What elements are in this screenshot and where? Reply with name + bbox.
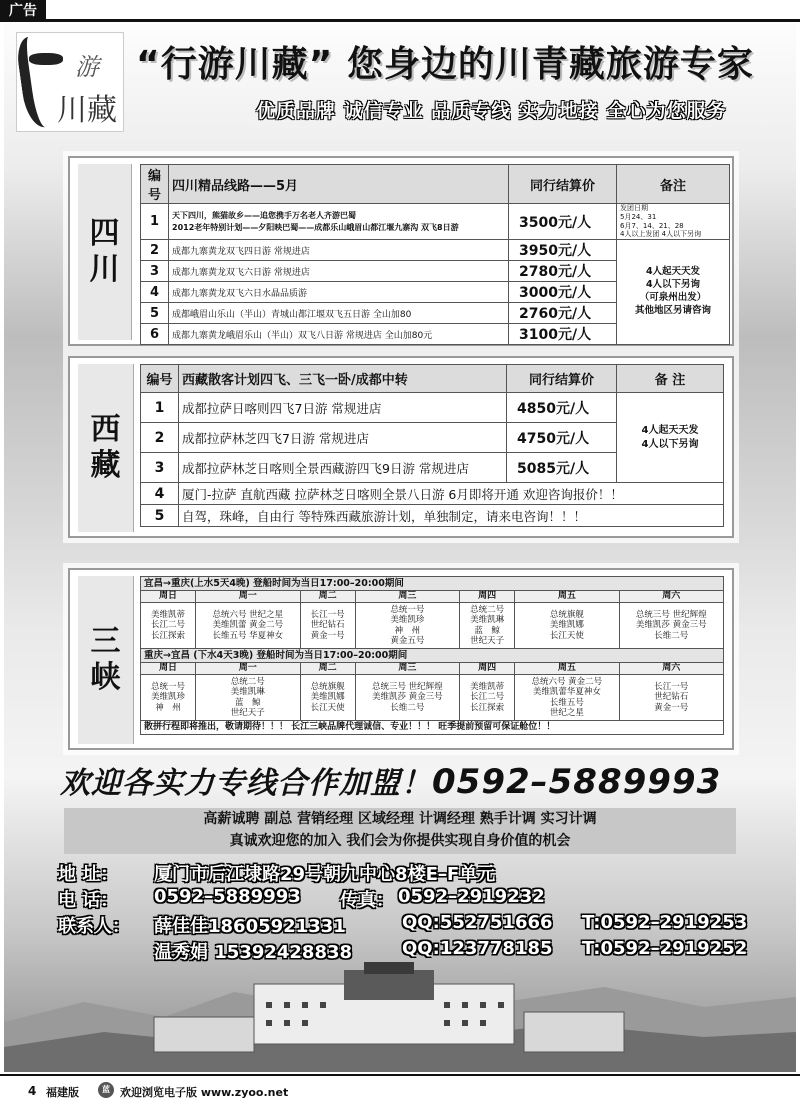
website-link[interactable]: 欢迎浏览电子版 www.zyoo.net: [120, 1086, 289, 1099]
ship-cell: [355, 675, 459, 721]
row-no: 6: [141, 324, 169, 345]
day-header: 周四: [460, 591, 515, 603]
ship-name: 总统六号 黄金二号: [531, 677, 603, 688]
table-row: [141, 505, 724, 527]
ship-name: 黄金一号: [654, 702, 689, 713]
row-route: 成都拉萨林芝四飞7日游 常规进店: [179, 423, 507, 453]
ship-name: 美维凯珍: [390, 615, 425, 626]
day-header: 周一: [196, 663, 300, 675]
tibet-table: [140, 364, 724, 527]
ship-name: 总统三号 世纪辉煌: [635, 610, 707, 621]
ship-name: 美维凯蕾华夏神女: [532, 687, 601, 698]
ship-name: 美维凯娜: [310, 692, 345, 703]
ship-cell: [619, 603, 723, 649]
poster: [4, 22, 796, 1072]
day-header: 周日: [141, 591, 196, 603]
route-upstream: 宜昌→重庆(上水5天4晚) 登船时间为当日17:00–20:00期间: [141, 577, 724, 591]
ship-cell: [619, 675, 723, 721]
ship-name: 美维凯娜: [549, 620, 584, 631]
page-number: 4: [28, 1084, 37, 1098]
ship-cell: [515, 675, 619, 721]
recruit-line-1: 高薪诚聘 副总 营销经理 区域经理 计调经理 熟手计调 实习计调: [203, 811, 597, 827]
ship-name: 美维凯蒂: [151, 610, 186, 621]
ship-cell: [355, 603, 459, 649]
row-no: 1: [141, 204, 169, 240]
header-no: 编号: [141, 365, 179, 393]
row-price: 3500元/人: [509, 204, 617, 240]
welcome-text: 欢迎各实力专线合作加盟！: [60, 766, 432, 801]
row-no: 2: [141, 423, 179, 453]
row-route: 成都峨眉山乐山（半山）青城山都江堰双飞五日游 全山加80: [169, 303, 509, 324]
brand-logo: [16, 32, 124, 132]
note-line: 6月7、14、21、28: [620, 221, 684, 230]
headline: “行游川藏” 您身边的川青藏旅游专家: [136, 44, 754, 85]
region-char: 峡: [90, 660, 121, 695]
potala-palace-illustration: [4, 962, 796, 1072]
ship-name: 黄金一号: [310, 630, 345, 641]
note-rest: [617, 240, 730, 345]
ship-cell: [515, 603, 619, 649]
region-char: 四: [89, 216, 120, 251]
row-no: 3: [141, 261, 169, 282]
row-route: 成都九寨黄龙峨眉乐山（半山）双飞八日游 常规进店 全山加80元: [169, 324, 509, 345]
slogan: 优质品牌 诚信专业 品质专线 实力地接 全心为您服务: [256, 100, 727, 122]
recruit-line-2: 真诚欢迎您的加入 我们会为你提供实现自身价值的机会: [229, 833, 571, 849]
ad-tag: 广告: [0, 0, 46, 22]
welcome-phone: 0592–5889993: [432, 762, 722, 802]
ship-name: 世纪之星: [549, 707, 584, 718]
brush-stroke-2: [29, 53, 63, 65]
ship-name: 长江探索: [151, 630, 186, 641]
note-line: 5月24、31: [620, 212, 657, 221]
day-header: 周五: [515, 663, 619, 675]
table-row: [141, 240, 730, 261]
ship-name: 美维凯琳: [470, 615, 505, 626]
table-row: [141, 483, 724, 505]
region-char: 藏: [90, 448, 121, 483]
row-no: 5: [141, 505, 179, 527]
day-header-row: [141, 663, 724, 675]
person-label: 联系人：: [58, 916, 130, 937]
person-2-tel: T:0592–2919252: [582, 938, 748, 959]
day-header: 周六: [619, 591, 723, 603]
route-downstream: 重庆→宜昌 (下水4天3晚) 登船时间为当日17:00–20:00期间: [141, 649, 724, 663]
sichuan-region-label: [78, 164, 132, 340]
address-label: 地 址：: [58, 864, 119, 885]
edition-label: 福建版: [46, 1086, 79, 1099]
day-header: 周一: [196, 591, 300, 603]
row-price: 3950元/人: [509, 240, 617, 261]
ship-name: 蓝 鲸: [474, 625, 500, 636]
note-line: 4人以上发团 4人以下另询: [620, 230, 702, 239]
tibet-note: [617, 393, 724, 483]
row-price: 3000元/人: [509, 282, 617, 303]
ship-name: 美维凯莎 黄金三号: [371, 692, 443, 703]
row-route: 成都九寨黄龙双飞六日游 常规进店: [169, 261, 509, 282]
ship-name: 神 州: [155, 702, 181, 713]
schedule-row-down: [141, 675, 724, 721]
ship-name: 总统旗舰: [310, 682, 345, 693]
row-route: 成都九寨黄龙双飞四日游 常规进店: [169, 240, 509, 261]
ship-name: 美维凯莎 黄金三号: [635, 620, 707, 631]
sichuan-table: [140, 164, 730, 345]
address-value: 厦门市后江埭路29号朝九中心8楼E–F单元: [154, 864, 496, 885]
ship-name: 长江一号: [654, 682, 689, 693]
ship-name: 黄金五号: [390, 635, 425, 646]
header-no: 编号: [141, 165, 169, 204]
logo-char-you: 游: [75, 53, 99, 81]
day-header: 周日: [141, 663, 196, 675]
ship-name: 长江探索: [470, 702, 505, 713]
note-line: 4人以下另询: [645, 279, 701, 291]
row-price: 3100元/人: [509, 324, 617, 345]
ship-cell: [141, 603, 196, 649]
ship-name: 长维二号: [654, 630, 689, 641]
ship-name: 世纪天子: [230, 707, 265, 718]
table-row: [141, 393, 724, 423]
ship-cell: [196, 675, 300, 721]
ship-name: 长江二号: [151, 620, 186, 631]
header-route: 四川精品线路——5月: [169, 165, 509, 204]
ship-name: 世纪钻石: [310, 620, 345, 631]
header-price: 同行结算价: [509, 165, 617, 204]
person-1: 薛佳佳18605921331: [154, 916, 346, 937]
note-line: （可泉州出发）: [639, 292, 707, 303]
route-line: 天下四川，熊猫故乡——追您携手万名老人齐游巴蜀: [172, 211, 356, 221]
row-no: 1: [141, 393, 179, 423]
ship-name: 神 州: [394, 625, 421, 636]
row-no: 4: [141, 483, 179, 505]
ship-name: 长江二号: [470, 692, 505, 703]
region-char: 西: [90, 412, 121, 447]
row-price: 4850元/人: [507, 393, 617, 423]
ship-name: 长维五号 华夏神女: [212, 630, 284, 641]
ship-name: 世纪天子: [470, 635, 505, 646]
day-header-row: [141, 591, 724, 603]
schedule-row-up: [141, 603, 724, 649]
note-line: 4人以下另询: [641, 438, 699, 450]
ship-name: 美维凯蒂: [470, 682, 505, 693]
tibet-region-label: [78, 364, 134, 532]
row-price: 2780元/人: [509, 261, 617, 282]
day-header: 周二: [300, 663, 355, 675]
row-no: 4: [141, 282, 169, 303]
region-char: 川: [89, 252, 120, 287]
ship-name: 总统三号 世纪辉煌: [371, 682, 443, 693]
page-footer: [0, 1074, 800, 1100]
note-line: 发团日期: [620, 204, 648, 212]
row-price: 2760元/人: [509, 303, 617, 324]
ship-name: 蓝 鲸: [235, 697, 261, 708]
ship-name: 总统六号 世纪之星: [212, 610, 284, 621]
recruit-box: [64, 808, 736, 854]
ship-name: 总统旗舰: [549, 610, 584, 621]
ship-cell: [300, 675, 355, 721]
route-line: 2012老年特别计划——夕阳映巴蜀——成都乐山峨眉山都江堰九寨沟 双飞8日游: [172, 222, 459, 232]
header-note: 备 注: [617, 365, 724, 393]
note-line: 其他地区另请咨询: [634, 304, 711, 316]
ship-name: 长维五号: [549, 697, 584, 708]
top-bar: [0, 0, 800, 22]
day-header: 周二: [300, 591, 355, 603]
ship-name: 总统一号: [390, 605, 425, 616]
day-header: 周四: [460, 663, 515, 675]
ship-name: 总统二号: [470, 605, 505, 616]
ship-name: 总统二号: [230, 677, 265, 688]
logo-char-chuanzang: 川藏: [57, 93, 117, 128]
row-text: 厦门-拉萨 直航西藏 拉萨林芝日喀则全景八日游 6月即将开通 欢迎咨询报价！！: [179, 483, 724, 505]
ship-name: 美维凯蕾 黄金二号: [212, 620, 284, 631]
sanxia-table: [140, 576, 724, 735]
ship-name: 长江一号: [310, 610, 345, 621]
row-no: 5: [141, 303, 169, 324]
sichuan-panel: [68, 156, 734, 346]
ship-cell: [141, 675, 196, 721]
phone-value: 0592–5889993: [154, 886, 301, 907]
note-line: 4人起天天发: [645, 266, 701, 278]
ship-name: 长江天使: [310, 702, 345, 713]
day-header: 周三: [355, 591, 459, 603]
ship-name: 总统一号: [151, 682, 186, 693]
row-no: 2: [141, 240, 169, 261]
sanxia-footer: 散拼行程即将推出，敬请期待！！！ 长江三峡品牌代理诚信、专业！！！ 旺季提前预留可保证舱位！！: [141, 721, 724, 735]
note-line: 4人起天天发: [641, 425, 699, 436]
row-route: 成都拉萨日喀则四飞7日游 常规进店: [179, 393, 507, 423]
ship-cell: [460, 603, 515, 649]
day-header: 周三: [355, 663, 459, 675]
day-header: 周五: [515, 591, 619, 603]
person-1-tel: T:0592–2919253: [582, 912, 748, 933]
row-price: 4750元/人: [507, 423, 617, 453]
day-header: 周六: [619, 663, 723, 675]
region-char: 三: [90, 624, 121, 659]
person-1-qq: QQ:552751666: [402, 912, 553, 933]
edition-badge: 蓝: [98, 1082, 114, 1098]
header-price: 同行结算价: [507, 365, 617, 393]
row-route: 成都九寨黄龙双飞六日水晶品质游: [169, 282, 509, 303]
row-route: [169, 204, 509, 240]
welcome-banner: [60, 758, 790, 802]
person-2: 温秀娟 15392428838: [154, 942, 353, 963]
ship-name: 美维凯珍: [151, 692, 186, 703]
fax-label: 传真：: [340, 890, 394, 911]
ship-cell: [460, 675, 515, 721]
phone-label: 电 话：: [58, 890, 119, 911]
row-text: 自驾，珠峰，自由行 等特殊西藏旅游计划，单独制定，请来电咨询！！！: [179, 505, 724, 527]
ship-cell: [300, 603, 355, 649]
sanxia-panel: [68, 568, 734, 750]
header-route: 西藏散客计划四飞、三飞一卧/成都中转: [179, 365, 507, 393]
ship-cell: [196, 603, 300, 649]
ship-name: 长江天使: [549, 630, 584, 641]
header-note: 备注: [617, 165, 730, 204]
tibet-panel: [68, 356, 734, 538]
row-route: 成都拉萨林芝日喀则全景西藏游四飞9日游 常规进店: [179, 453, 507, 483]
person-2-qq: QQ:123778185: [402, 938, 553, 959]
row-price: 5085元/人: [507, 453, 617, 483]
ship-name: 长维二号: [390, 702, 425, 713]
row-no: 3: [141, 453, 179, 483]
table-row: [141, 204, 730, 240]
ship-name: 美维凯琳: [230, 687, 265, 698]
fax-value: 0592–2919232: [398, 886, 545, 907]
note-first: [617, 204, 730, 240]
ship-name: 世纪钻石: [654, 692, 689, 703]
sanxia-region-label: [78, 576, 134, 744]
